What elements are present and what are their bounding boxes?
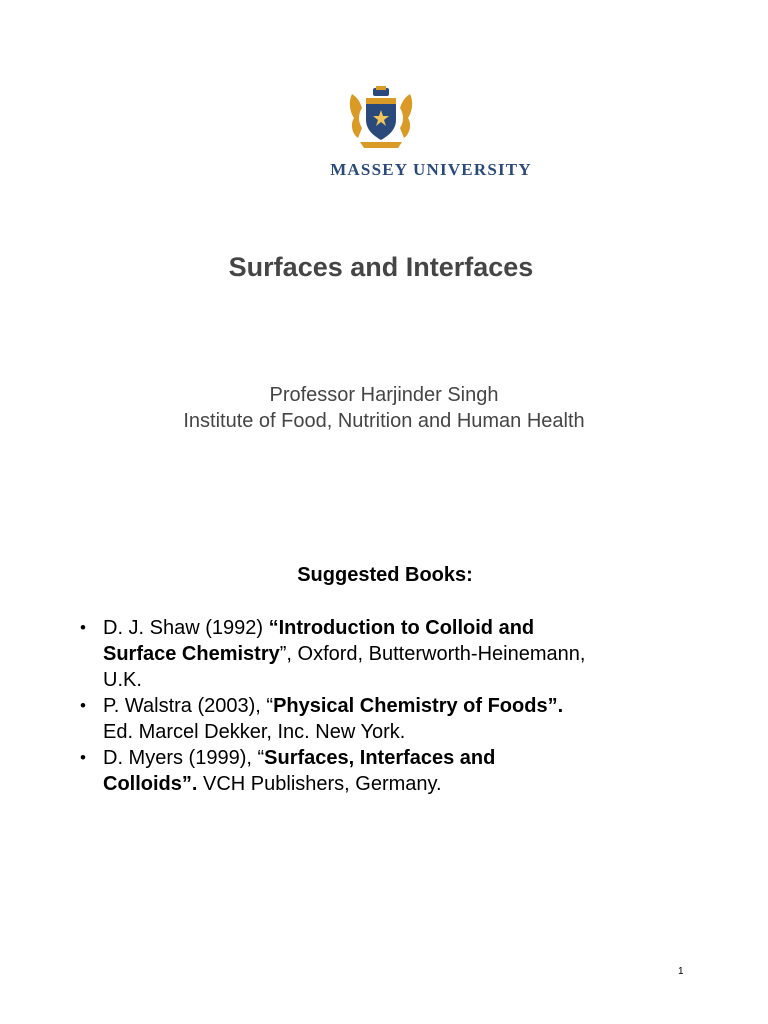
logo-block xyxy=(0,84,768,150)
book-item-walstra xyxy=(80,693,700,745)
book-publisher: U.K. xyxy=(103,669,142,691)
book-publisher: VCH Publishers, Germany. xyxy=(197,773,442,795)
book-title: “Introduction to Colloid and xyxy=(268,617,535,639)
book-citation: P. Walstra (2003), “ xyxy=(103,695,274,717)
book-title: Surface Chemistry xyxy=(103,643,280,665)
suggested-books-heading: Suggested Books: xyxy=(297,564,473,586)
book-list xyxy=(80,615,700,797)
book-item-myers xyxy=(80,745,700,797)
author-name: Professor Harjinder Singh xyxy=(269,384,499,406)
book-title: Colloids”. xyxy=(103,773,198,795)
university-name: MASSEY UNIVERSITY xyxy=(330,160,532,179)
university-crest-logo xyxy=(346,84,416,150)
book-citation: D. Myers (1999), “ xyxy=(103,747,265,769)
book-citation: D. J. Shaw (1992) xyxy=(103,617,269,639)
document-title: Surfaces and Interfaces xyxy=(228,252,534,282)
author-block xyxy=(0,382,768,434)
author-affiliation: Institute of Food, Nutrition and Human Health xyxy=(183,410,585,432)
book-title: Physical Chemistry of Foods”. xyxy=(273,695,564,717)
book-publisher: ”, Oxford, Butterworth-Heinemann, xyxy=(279,643,586,665)
book-title: Surfaces, Interfaces and xyxy=(264,747,496,769)
book-publisher: Ed. Marcel Dekker, Inc. New York. xyxy=(103,721,406,743)
book-item-shaw xyxy=(80,615,700,693)
bullet-icon: • xyxy=(80,618,86,637)
bullet-icon: • xyxy=(80,696,86,715)
page-number: 1 xyxy=(678,966,684,977)
bullet-icon: • xyxy=(80,748,86,767)
